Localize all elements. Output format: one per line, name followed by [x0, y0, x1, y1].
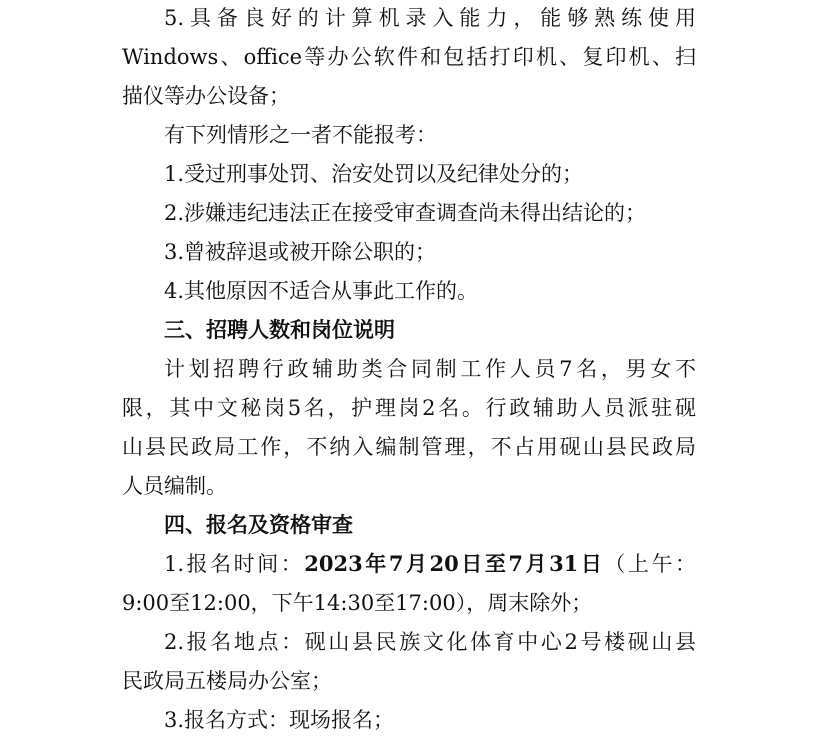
list-item: 1.受过刑事处罚、治安处罚以及纪律处分的； [164, 162, 584, 186]
paragraph-line: 计划招聘行政辅助类合同制工作人员7名，男女不 [164, 357, 696, 381]
date-range: 2023年7月20日至7月31日 [304, 551, 605, 576]
time-prefix: （上午： [604, 552, 696, 576]
paragraph-line: 2.报名地点：砚山县民族文化体育中心2号楼砚山县 [164, 630, 696, 654]
list-item: 3.曾被辞退或被开除公职的； [164, 240, 437, 264]
item-label: 1.报名时间： [164, 552, 305, 576]
paragraph-line: 限，其中文秘岗5名，护理岗2名。行政辅助人员派驻砚 [122, 396, 696, 420]
paragraph-line: 人员编制。 [122, 474, 227, 498]
paragraph-line: 民政局五楼局办公室； [122, 669, 332, 693]
paragraph-line: Windows、office等办公软件和包括打印机、复印机、扫 [122, 45, 696, 69]
list-item: 2.涉嫌违纪违法正在接受审查调查尚未得出结论的； [164, 201, 647, 225]
paragraph-line: 5.具备良好的计算机录入能力，能够熟练使用 [164, 6, 696, 30]
section-heading: 三、招聘人数和岗位说明 [164, 317, 395, 342]
list-item: 4.其他原因不适合从事此工作的。 [164, 279, 479, 303]
paragraph-line: 有下列情形之一者不能报考： [164, 123, 437, 147]
paragraph-line: 9:00至12:00，下午14:30至17:00），周末除外； [122, 591, 593, 615]
section-heading: 四、报名及资格审查 [164, 512, 353, 537]
paragraph-line: 3.报名方式：现场报名； [164, 708, 395, 732]
paragraph-line [164, 549, 696, 579]
paragraph-line: 山县民政局工作，不纳入编制管理，不占用砚山县民政局 [122, 435, 696, 459]
paragraph-line: 描仪等办公设备； [122, 84, 290, 108]
